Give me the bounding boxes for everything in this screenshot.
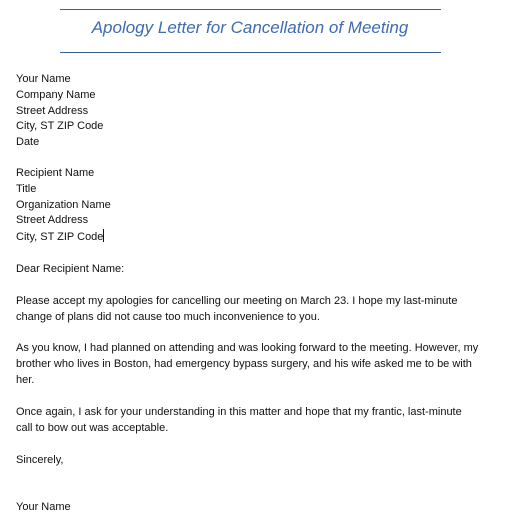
recipient-title: Title xyxy=(16,182,37,195)
title-top-rule xyxy=(60,9,441,10)
paragraph-line: call to bow out was acceptable. xyxy=(16,422,169,434)
sender-address-block xyxy=(16,72,103,151)
recipient-street: Street Address xyxy=(16,214,89,227)
paragraph-3 xyxy=(16,404,494,436)
recipient-organization: Organization Name xyxy=(16,198,111,211)
recipient-city-line[interactable] xyxy=(16,229,111,246)
sender-name: Your Name xyxy=(16,73,71,85)
sender-street: Street Address xyxy=(16,104,89,117)
recipient-address-block xyxy=(16,166,111,246)
closing: Sincerely, xyxy=(16,454,64,466)
text-cursor xyxy=(103,229,104,242)
paragraph-1 xyxy=(16,293,494,325)
paragraph-line: her. xyxy=(16,374,35,386)
paragraph-line: Please accept my apologies for cancelling our meeting on March 23. I hope my last-minute xyxy=(16,295,458,307)
paragraph-line: As you know, I had planned on attending and was looking forward to the meeting. However, my xyxy=(16,342,479,354)
recipient-name: Recipient Name xyxy=(16,167,95,179)
sender-company: Company Name xyxy=(16,88,96,101)
paragraph-line: brother who lives in Boston, had emergency bypass surgery, and his wife asked me to be with xyxy=(16,358,472,370)
recipient-city[interactable]: City, ST ZIP Code xyxy=(16,231,104,244)
sender-city: City, ST ZIP Code xyxy=(16,120,104,133)
sender-date: Date xyxy=(16,136,40,149)
page-title: Apology Letter for Cancellation of Meeting xyxy=(91,18,409,37)
paragraph-line: change of plans did not cause too much inconvenience to you. xyxy=(16,311,320,323)
title-bottom-rule xyxy=(60,52,441,53)
salutation: Dear Recipient Name: xyxy=(16,263,125,275)
paragraph-line: Once again, I ask for your understanding in this matter and hope that my frantic, last-minute xyxy=(16,406,462,418)
signature-name: Your Name xyxy=(16,501,71,513)
paragraph-2 xyxy=(16,340,494,388)
